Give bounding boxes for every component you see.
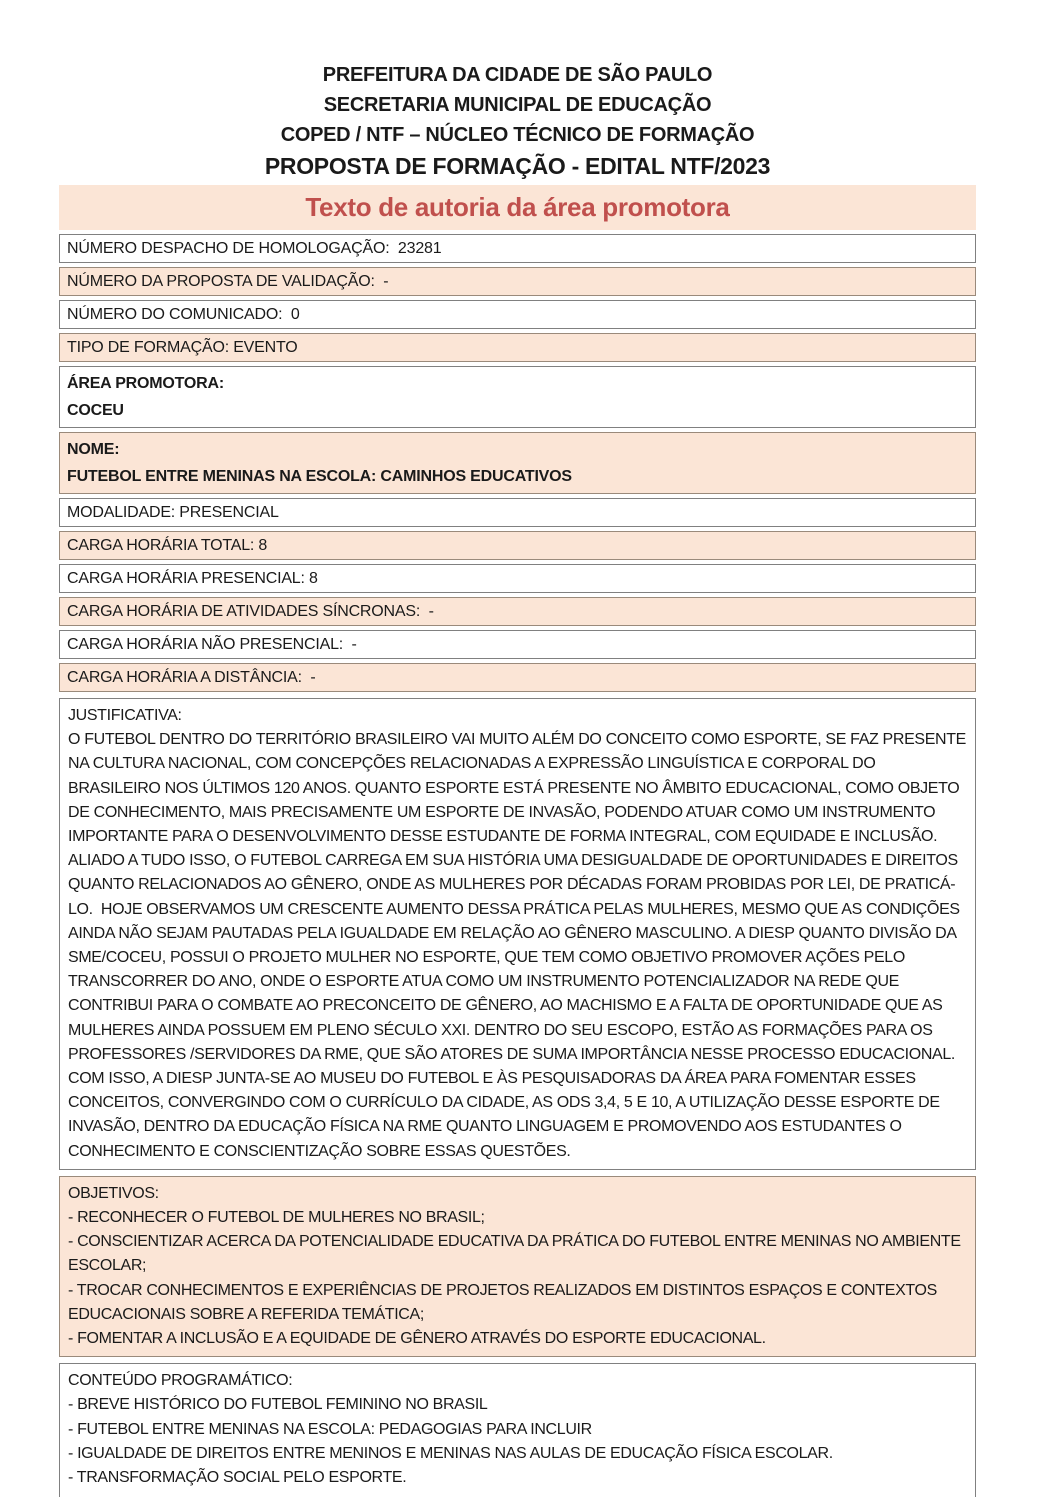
field-text: CARGA HORÁRIA NÃO PRESENCIAL: - (67, 636, 357, 653)
field-text: MODALIDADE: PRESENCIAL (67, 504, 279, 521)
section-title: OBJETIVOS: (68, 1184, 159, 1202)
form-row (59, 564, 976, 593)
field-text: CARGA HORÁRIA A DISTÂNCIA: - (67, 669, 316, 686)
form-sections (59, 698, 976, 1497)
section-text: - BREVE HISTÓRICO DO FUTEBOL FEMININO NO BRASIL (68, 1396, 488, 1414)
form-row (59, 300, 976, 329)
section-text: O FUTEBOL DENTRO DO TERRITÓRIO BRASILEIRO VAI MUITO ALÉM DO CONCEITO COMO ESPORTE, SE FAZ PRESENTE NA CULTURA NACIONAL, COM CONCEPÇÕES RELACIONADAS A EXPRESSÃO LINGUÍSTICA E CORPORAL DO BRASILEIRO NOS ÚLTIMOS 120 ANOS. QUANTO ESPORTE ESTÁ PRESENTE NO ÂMBITO EDUCACIONAL, COMO OBJETO DE CONHECIMENTO, MAIS PRECISAMENTE UM ESPORTE DE INVASÃO, PODENDO ATUAR COMO UM INSTRUMENTO IMPORTANTE PARA O DESENVOLVIMENTO DESSE ESTUDANTE DE FORMA INTEGRAL, COM EQUIDADE E INCLUSÃO. ALIADO A TUDO ISSO, O FUTEBOL CARREGA EM SUA HISTÓRIA UMA DESIGUALDADE DE OPORTUNIDADES E DIREITOS QUANTO RELACIONADOS AO GÊNERO, ONDE AS MULHERES POR DÉCADAS FORAM PROBIDAS POR LEI, DE PRATICÁ-LO. HOJE OBSERVAMOS UM CRESCENTE AUMENTO DESSA PRÁTICA PELAS MULHERES, MESMO QUE AS CONDIÇÕES AINDA NÃO SEJAM PAUTADAS PELA IGUALDADE EM RELAÇÃO AO GÊNERO MASCULINO. A DIESP QUANTO DIVISÃO DA SME/COCEU, POSSUI O PROJETO MULHER NO ESPORTE, QUE TEM COMO OBJETIVO PROMOVER AÇÕES PELO TRANSCORRER DO ANO, ONDE O ESPORTE ATUA COMO UM INSTRUMENTO POTENCIALIZADOR NA REDE QUE CONTRIBUI PARA O COMBATE AO PRECONCEITO DE GÊNERO, AO MACHISMO E A FALTA DE OPORTUNIDADE QUE AS MULHERES AINDA POSSUEM EM PLENO SÉCULO XXI. DENTRO DO SEU ESCOPO, ESTÃO AS FORMAÇÕES PARA OS PROFESSORES /SERVIDORES DA RME, QUE SÃO ATORES DE SUMA IMPORTÂNCIA NESSE PROCESSO EDUCACIONAL. COM ISSO, A DIESP JUNTA-SE AO MUSEU DO FUTEBOL E ÀS PESQUISADORAS DA ÁREA PARA FOMENTAR ESSES CONCEITOS, CONVERGINDO COM O CURRÍCULO DA CIDADE, AS ODS 3,4, 5 E 10, A UTILIZAÇÃO DESSE ESPORTE DE INVASÃO, DENTRO DA EDUCAÇÃO FÍSICA NA RME QUANTO LINGUAGEM E PROMOVENDO AOS ESTUDANTES O CONHECIMENTO E CONSCIENTIZAÇÃO SOBRE ESSAS QUESTÕES. (68, 731, 971, 1160)
field-text: FUTEBOL ENTRE MENINAS NA ESCOLA: CAMINHOS EDUCATIVOS (67, 468, 572, 485)
section-text: - FOMENTAR A INCLUSÃO E A EQUIDADE DE GÊNERO ATRAVÉS DO ESPORTE EDUCACIONAL. (68, 1330, 766, 1348)
field-text: ÁREA PROMOTORA: (67, 375, 225, 392)
form-rows (59, 234, 976, 692)
form-row (59, 432, 976, 494)
header-line: COPED / NTF – NÚCLEO TÉCNICO DE FORMAÇÃO (280, 124, 755, 146)
field-text: NÚMERO DO COMUNICADO: 0 (67, 306, 300, 323)
document-header (59, 0, 976, 182)
field-text: NOME: (67, 441, 120, 458)
field-text: TIPO DE FORMAÇÃO: EVENTO (67, 339, 298, 356)
form-row (59, 234, 976, 263)
section-justificativa (59, 698, 976, 1170)
form-row (59, 267, 976, 296)
header-line: PROPOSTA DE FORMAÇÃO - EDITAL NTF/2023 (264, 153, 771, 179)
banner-texto-autoria: Texto de autoria da área promotora (59, 185, 976, 230)
form-row (59, 333, 976, 362)
section-text: - CONSCIENTIZAR ACERCA DA POTENCIALIDADE EDUCATIVA DA PRÁTICA DO FUTEBOL ENTRE MENINAS NO AMBIENTE ESCOLAR; (68, 1233, 965, 1275)
section-objetivos (59, 1176, 976, 1357)
section-text: - RECONHECER O FUTEBOL DE MULHERES NO BRASIL; (68, 1209, 485, 1227)
form-row (59, 498, 976, 527)
field-text: CARGA HORÁRIA TOTAL: 8 (67, 537, 268, 554)
document-content (59, 0, 976, 1497)
form-row (59, 663, 976, 692)
form-row (59, 597, 976, 626)
section-text: - TRANSFORMAÇÃO SOCIAL PELO ESPORTE. (68, 1469, 407, 1487)
form-row (59, 630, 976, 659)
section-text: - TROCAR CONHECIMENTOS E EXPERIÊNCIAS DE PROJETOS REALIZADOS EM DISTINTOS ESPAÇOS E CONTEXTOS EDUCACIONAIS SOBRE A REFERIDA TEMÁTICA; (68, 1281, 942, 1323)
field-text: NÚMERO DESPACHO DE HOMOLOGAÇÃO: 23281 (67, 240, 442, 257)
field-text: COCEU (67, 402, 124, 419)
section-text: - IGUALDADE DE DIREITOS ENTRE MENINOS E MENINAS NAS AULAS DE EDUCAÇÃO FÍSICA ESCOLAR. (68, 1444, 833, 1462)
field-text: CARGA HORÁRIA DE ATIVIDADES SÍNCRONAS: - (67, 603, 434, 620)
header-line: PREFEITURA DA CIDADE DE SÃO PAULO (322, 64, 713, 86)
field-text: NÚMERO DA PROPOSTA DE VALIDAÇÃO: - (67, 273, 389, 290)
form-row (59, 531, 976, 560)
section-title: JUSTIFICATIVA: (68, 707, 182, 724)
section-text: - FUTEBOL ENTRE MENINAS NA ESCOLA: PEDAGOGIAS PARA INCLUIR (68, 1420, 592, 1438)
field-text: CARGA HORÁRIA PRESENCIAL: 8 (67, 570, 318, 587)
header-line: SECRETARIA MUNICIPAL DE EDUCAÇÃO (323, 94, 712, 116)
section-conteudo-programatico (59, 1363, 976, 1497)
form-row (59, 366, 976, 428)
section-title: CONTEÚDO PROGRAMÁTICO: (68, 1372, 293, 1390)
